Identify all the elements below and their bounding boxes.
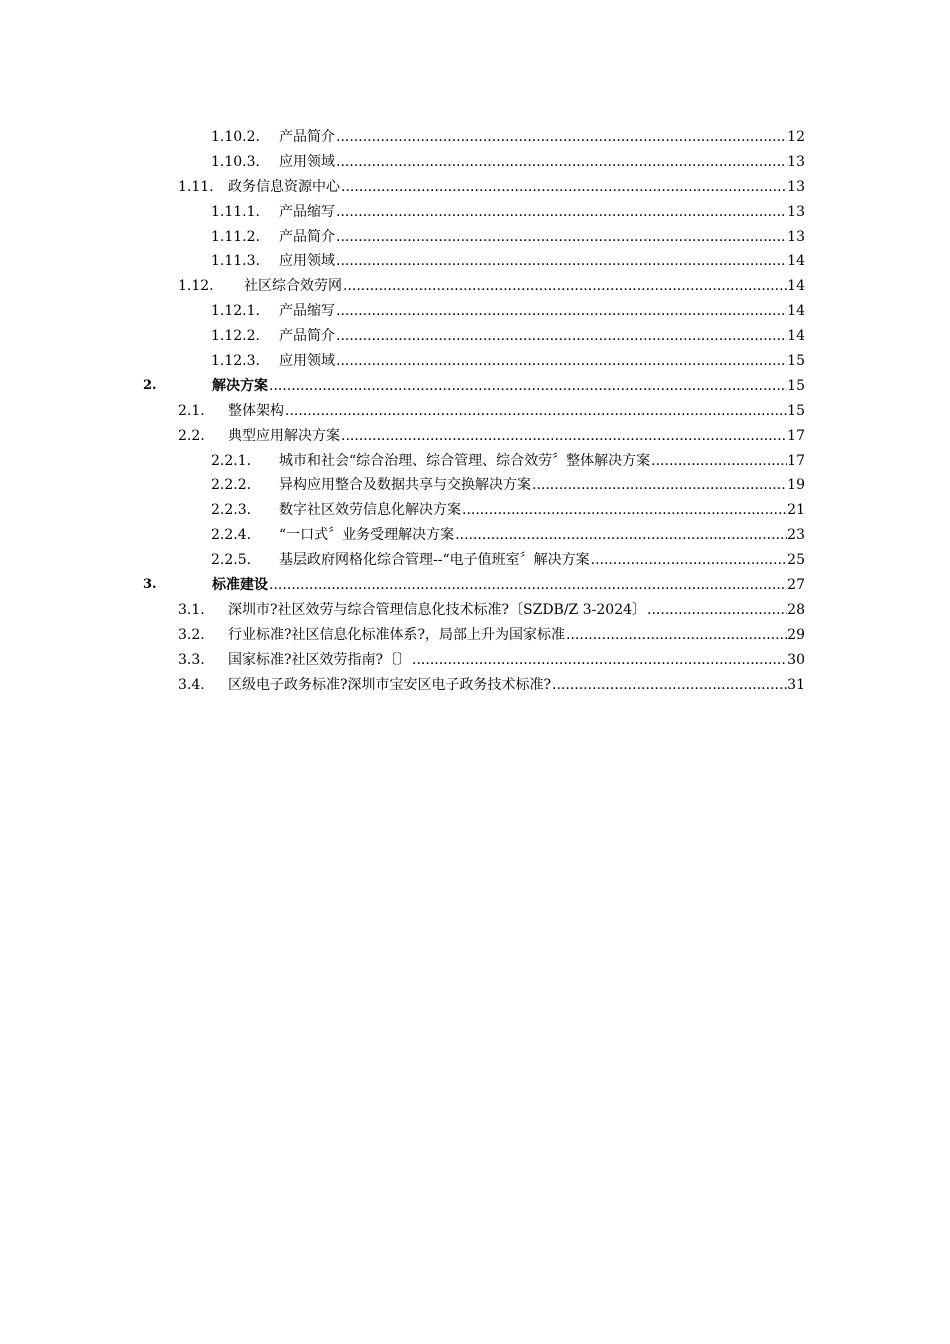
toc-page-number: 31 [787, 676, 805, 693]
toc-entry-1-11-3[interactable] [0, 249, 950, 274]
toc-page-number: 27 [787, 577, 805, 594]
toc-number: 1.12.3. [211, 353, 260, 370]
toc-number: 2.2.2. [211, 477, 252, 494]
toc-entry-2-2[interactable] [0, 424, 950, 449]
toc-title: 基层政府网格化综合管理--“电子值班室〞解决方案 [279, 552, 590, 569]
toc-number: 3.2. [178, 626, 205, 643]
toc-leader-dots [336, 349, 787, 374]
toc-leader-dots [341, 175, 787, 200]
toc-page-number: 25 [787, 552, 805, 569]
toc-entry-2-2-1[interactable] [0, 449, 950, 474]
toc-title: 产品缩写 [279, 203, 335, 220]
toc-number: 3.4. [178, 676, 205, 693]
toc-entry-1-12-1[interactable] [0, 299, 950, 324]
toc-page-number: 23 [787, 527, 805, 544]
toc-title: 数字社区效劳信息化解决方案 [279, 502, 461, 519]
toc-title: 产品简介 [279, 129, 335, 145]
toc-entry-1-10-2[interactable] [0, 125, 950, 150]
toc-leader-dots [285, 399, 787, 424]
toc-number: 1.12.1. [211, 303, 260, 320]
toc-page-number: 29 [787, 626, 805, 643]
toc-entry-1-12[interactable] [0, 274, 950, 299]
toc-entry-2-2-5[interactable] [0, 548, 950, 573]
toc-page-number: 12 [787, 129, 805, 145]
toc-page-number: 15 [787, 353, 805, 370]
toc-entry-1-10-3[interactable] [0, 150, 950, 175]
toc-leader-dots [591, 548, 788, 573]
toc-title: “一口式〞业务受理解决方案 [279, 527, 455, 544]
toc-number: 1.11. [178, 178, 214, 195]
toc-number: 2.2.5. [211, 552, 252, 569]
toc-number: 2.2. [178, 427, 205, 444]
toc-page-number: 14 [787, 303, 805, 320]
table-of-contents [0, 125, 950, 697]
toc-leader-dots [336, 125, 787, 150]
toc-page-number: 30 [787, 651, 805, 668]
toc-entry-1-12-3[interactable] [0, 349, 950, 374]
toc-title: 典型应用解决方案 [228, 427, 340, 444]
toc-number: 2.2.3. [211, 502, 252, 519]
toc-number: 1.10.2. [211, 129, 260, 145]
toc-leader-dots [336, 200, 787, 225]
toc-entry-2-2-4[interactable] [0, 523, 950, 548]
toc-number: 2. [143, 377, 157, 393]
toc-page-number: 13 [787, 228, 805, 245]
toc-leader-dots [341, 424, 787, 449]
toc-entry-3[interactable] [0, 573, 950, 598]
toc-number: 3.3. [178, 651, 205, 668]
toc-title: 产品简介 [279, 328, 335, 345]
toc-leader-dots [336, 249, 787, 274]
toc-entry-1-11-1[interactable] [0, 200, 950, 225]
toc-number: 3. [143, 577, 157, 593]
toc-title: 异构应用整合及数据共享与交换解决方案 [279, 477, 531, 494]
toc-number: 1.11.2. [211, 228, 260, 245]
toc-leader-dots [336, 225, 787, 250]
toc-page-number: 17 [787, 427, 805, 444]
toc-title: 城市和社会“综合治理、综合管理、综合效劳〞整体解决方案 [279, 452, 651, 469]
toc-leader-dots [343, 274, 787, 299]
toc-title: 区级电子政务标准?深圳市宝安区电子政务技术标准? [228, 676, 552, 693]
toc-number: 1.10.3. [211, 153, 260, 170]
toc-entry-1-11-2[interactable] [0, 225, 950, 250]
toc-title: 政务信息资源中心 [228, 178, 340, 195]
toc-page-number: 14 [787, 278, 805, 295]
toc-leader-dots [336, 150, 787, 175]
toc-entry-2[interactable] [0, 374, 950, 399]
toc-title: 产品缩写 [279, 303, 335, 320]
toc-entry-2-2-3[interactable] [0, 498, 950, 523]
toc-leader-dots [651, 449, 787, 474]
toc-entry-1-12-2[interactable] [0, 324, 950, 349]
toc-leader-dots [647, 598, 787, 623]
toc-title: 国家标准?社区效劳指南?〔〕 [228, 651, 412, 668]
toc-leader-dots [566, 623, 787, 648]
toc-page-number: 21 [787, 502, 805, 519]
toc-entry-2-1[interactable] [0, 399, 950, 424]
toc-title: 产品简介 [279, 228, 335, 245]
toc-title: 行业标准?社区信息化标准体系?，局部上升为国家标准 [228, 626, 566, 643]
toc-page-number: 13 [787, 178, 805, 195]
toc-leader-dots [269, 374, 787, 399]
toc-leader-dots [412, 648, 787, 673]
toc-title: 深圳市?社区效劳与综合管理信息化技术标准?〔SZDB/Z 3-2024〕 [228, 601, 647, 618]
toc-entry-3-3[interactable] [0, 648, 950, 673]
toc-page-number: 15 [787, 377, 805, 394]
toc-number: 2.2.4. [211, 527, 252, 544]
toc-page-number: 14 [787, 328, 805, 345]
toc-entry-1-11[interactable] [0, 175, 950, 200]
toc-entry-2-2-2[interactable] [0, 473, 950, 498]
toc-title: 标准建设 [212, 577, 268, 594]
toc-page-number: 14 [787, 253, 805, 270]
toc-leader-dots [532, 473, 787, 498]
toc-entry-3-1[interactable] [0, 598, 950, 623]
toc-leader-dots [336, 324, 787, 349]
toc-page-number: 17 [787, 452, 805, 469]
toc-leader-dots [552, 673, 787, 698]
toc-title: 应用领域 [279, 353, 335, 370]
toc-number: 2.2.1. [211, 452, 252, 469]
toc-entry-3-4[interactable] [0, 673, 950, 698]
toc-page-number: 13 [787, 153, 805, 170]
toc-entry-3-2[interactable] [0, 623, 950, 648]
toc-title: 解决方案 [212, 377, 268, 394]
toc-number: 1.12.2. [211, 328, 260, 345]
toc-page-number: 19 [787, 477, 805, 494]
toc-number: 3.1. [178, 601, 205, 618]
toc-leader-dots [269, 573, 787, 598]
toc-title: 整体架构 [228, 402, 284, 419]
toc-leader-dots [336, 299, 787, 324]
toc-leader-dots [462, 498, 787, 523]
toc-number: 1.11.3. [211, 253, 260, 270]
toc-number: 2.1. [178, 402, 205, 419]
toc-leader-dots [455, 523, 787, 548]
toc-number: 1.11.1. [211, 203, 260, 220]
toc-title: 应用领域 [279, 153, 335, 170]
toc-title: 应用领域 [279, 253, 335, 270]
toc-title: 社区综合效劳网 [244, 278, 342, 295]
toc-page-number: 13 [787, 203, 805, 220]
toc-number: 1.12. [178, 278, 214, 295]
toc-page-number: 28 [787, 601, 805, 618]
toc-page-number: 15 [787, 402, 805, 419]
